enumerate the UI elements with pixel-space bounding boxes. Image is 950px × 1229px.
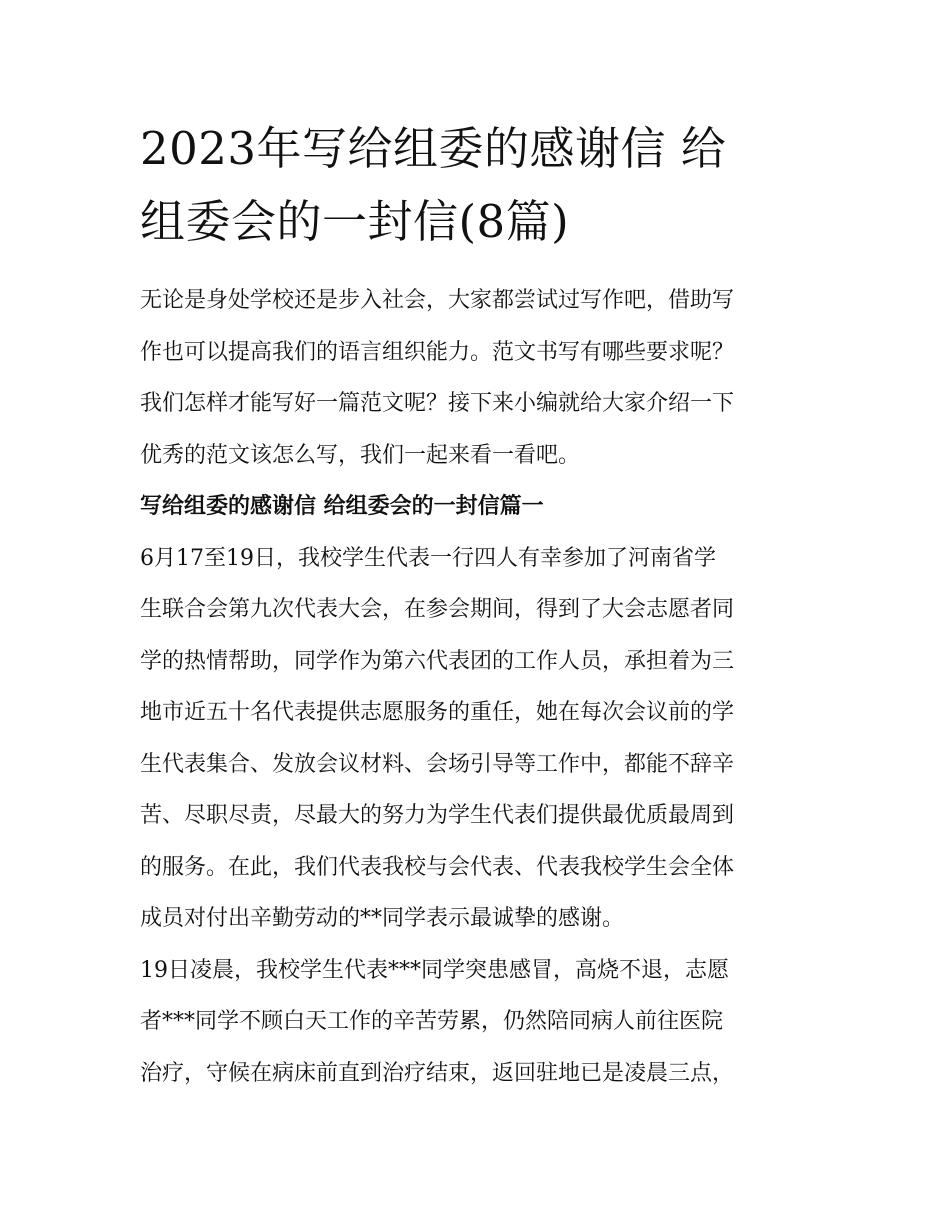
- section-heading: 写给组委的感谢信 给组委会的一封信篇一: [140, 493, 544, 519]
- text-line: 苦、尽职尽责，尽最大的努力为学生代表们提供最优质最周到: [140, 803, 735, 828]
- text-line: 学的热情帮助，同学作为第六代表团的工作人员，承担着为三: [140, 648, 735, 674]
- text-line: 成员对付出辛勤劳动的**同学表示最诚挚的感谢。: [140, 906, 625, 931]
- intro-paragraph: [140, 275, 820, 481]
- text-line: 者***同学不顾白天工作的辛苦劳累，仍然陪同病人前往医院: [140, 1009, 724, 1034]
- text-line: 无论是身处学校还是步入社会，大家都尝试过写作吧，借助写: [140, 288, 735, 313]
- text-line: 生代表集合、发放会议材料、会场引导等工作中，都能不辞辛: [140, 751, 735, 777]
- text-line: 我们怎样才能写好一篇范文呢？接下来小编就给大家介绍一下: [140, 391, 735, 416]
- text-line: 6月17至19日，我校学生代表一行四人有幸参加了河南省学: [140, 545, 716, 571]
- document-title: [140, 112, 820, 258]
- title-line: 2023年写给组委的感谢信 给: [140, 122, 727, 175]
- text-line: 作也可以提高我们的语言组织能力。范文书写有哪些要求呢？: [140, 339, 735, 365]
- text-line: 优秀的范文该怎么写，我们一起来看一看吧。: [140, 442, 581, 468]
- text-line: 地市近五十名代表提供志愿服务的重任，她在每次会议前的学: [140, 700, 735, 725]
- text-line: 的服务。在此，我们代表我校与会代表、代表我校学生会全体: [140, 854, 735, 880]
- text-line: 生联合会第九次代表大会，在参会期间，得到了大会志愿者同: [140, 597, 735, 622]
- title-line: 组委会的一封信(8篇): [140, 195, 570, 248]
- document-body: [140, 275, 820, 1099]
- text-line: 治疗，守候在病床前直到治疗结束，返回驻地已是凌晨三点，: [140, 1060, 735, 1086]
- body-paragraph-2: [140, 945, 820, 1100]
- body-paragraph-1: [140, 533, 820, 945]
- text-line: 19日凌晨，我校学生代表***同学突患感冒，高烧不退，志愿: [140, 957, 729, 983]
